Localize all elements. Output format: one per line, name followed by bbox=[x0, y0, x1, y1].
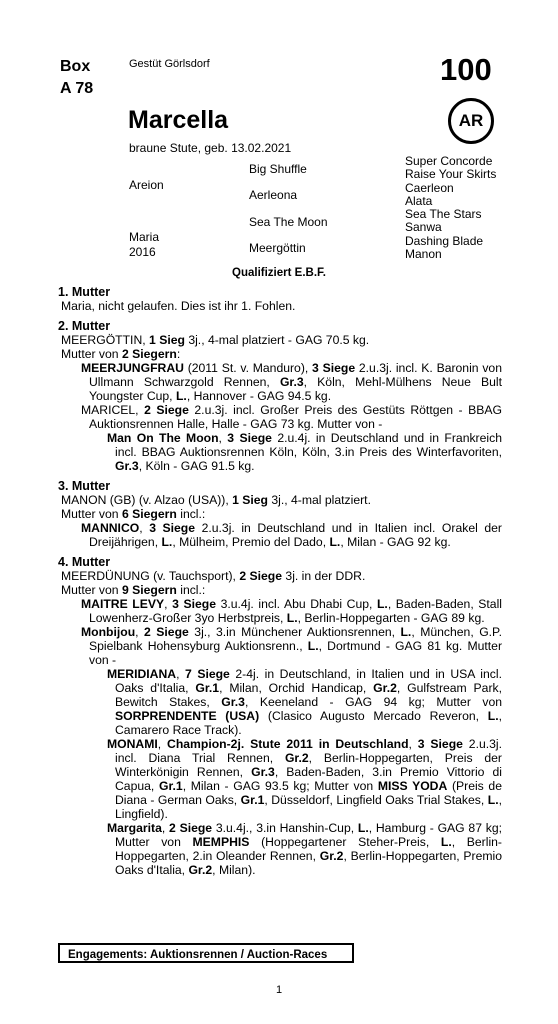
dam-produce-line: Mutter von 9 Siegern incl.: bbox=[61, 583, 206, 597]
pedigree-gen3-item: Sea The Stars bbox=[405, 207, 482, 222]
section-first-dam bbox=[58, 285, 502, 313]
dam-line: MEERGÖTTIN, 1 Sieg 3j., 4-mal platziert - GAG 70.5 kg. bbox=[61, 333, 370, 347]
family-content bbox=[58, 285, 502, 877]
section-second-dam bbox=[58, 319, 502, 473]
section-title: 3. Mutter bbox=[58, 479, 111, 493]
pedigree-gen3-item: Alata bbox=[405, 193, 433, 208]
section-text: Maria, nicht gelaufen. Dies ist ihr 1. Fohlen. bbox=[61, 299, 296, 313]
engagements-box: Engagements: Auktionsrennen / Auction-Races bbox=[58, 943, 354, 963]
section-title: 1. Mutter bbox=[58, 285, 111, 299]
produce-entry: MONAMI, Champion-2j. Stute 2011 in Deutschland, 3 Siege 2.u.3j. incl. Diana Trial Rennen, Gr.2, Berlin-Hoppegarten, Preis der Winterkönigin Rennen, Gr.3, Baden-Baden, 3.in Premio Vittorio di Capua, Gr.1, Milan - GAG 93.5 kg; Mutter von MISS YODA (Preis de Diana - German Oaks, Gr.1, Düsseldorf, Lingfield Oaks Trial Stakes, L., Lingfield). bbox=[107, 737, 502, 821]
pedigree-gen3 bbox=[405, 155, 496, 261]
dam-line: MANON (GB) (v. Alzao (USA)), 1 Sieg 3j., 4-mal platziert. bbox=[61, 493, 371, 507]
pedigree-gen3-item: Super Concorde bbox=[405, 154, 493, 168]
pedigree-gen3-item: Sanwa bbox=[405, 220, 442, 235]
lot-number: 100 bbox=[440, 52, 492, 87]
box-title: Box bbox=[60, 58, 91, 75]
pedigree-gen3-item: Dashing Blade bbox=[405, 233, 484, 248]
ar-badge-text: AR bbox=[458, 111, 484, 130]
horse-name: Marcella bbox=[128, 106, 229, 134]
pedigree-gen2: Big Shuffle bbox=[249, 162, 307, 176]
pedigree-dam: Maria bbox=[129, 230, 160, 244]
produce-entry: Margarita, 2 Siege 3.u.4j., 3.in Hanshin-Cup, L., Hamburg - GAG 87 kg; Mutter von MEMPHIS (Hoppegartener Steher-Preis, L., Berlin-Hoppegarten, 2.in Oleander Rennen, Gr.2, Berlin-Hoppegarten, Premio Oaks d'Italia, Gr.2, Milan). bbox=[107, 821, 502, 877]
pedigree-sire: Areion bbox=[129, 178, 164, 192]
box-label bbox=[60, 56, 93, 100]
qualification: Qualifiziert E.B.F. bbox=[232, 267, 326, 279]
produce-entry: MERIDIANA, 7 Siege 2-4j. in Deutschland, in Italien und in USA incl. Oaks d'Italia, Gr.1, Milan, Orchid Handicap, Gr.2, Gulfstream Park, Bewitch Stakes, Gr.3, Keeneland - GAG 94 kg; Mutter von SORPRENDENTE (USA) (Clasico Augusto Mercado Reveron, L., Camarero Race Track). bbox=[107, 667, 503, 737]
pedigree-gen2: Sea The Moon bbox=[249, 215, 328, 229]
section-fourth-dam bbox=[58, 555, 502, 877]
produce-entry: MAITRE LEVY, 3 Siege 3.u.4j. incl. Abu Dhabi Cup, L., Baden-Baden, Stall Lowenherz-Großer 3yo Herbstpreis, L., Berlin-Hoppegarten - GAG 89 kg. bbox=[81, 597, 502, 625]
pedigree-dam-year: 2016 bbox=[129, 245, 156, 259]
produce-entry: MEERJUNGFRAU (2011 St. v. Manduro), 3 Siege 2.u.3j. incl. K. Baronin von Ullmann Schwarzgold Rennen, Gr.3, Köln, Mehl-Mülhens Neue Bult Youngster Cup, L., Hannover - GAG 94.5 kg. bbox=[81, 361, 502, 403]
section-third-dam bbox=[58, 479, 502, 549]
ar-badge-icon bbox=[448, 98, 494, 144]
produce-entry: MANNICO, 3 Siege 2.u.3j. in Deutschland und in Italien incl. Orakel der Dreijährigen, L., Mülheim, Premio del Dado, L., Milan - GAG 92 kg. bbox=[81, 521, 502, 549]
section-title: 4. Mutter bbox=[58, 555, 111, 569]
pedigree-gen2: Meergöttin bbox=[249, 241, 306, 255]
produce-entry: Monbijou, 2 Siege 3j., 3.in Münchener Auktionsrennen, L., München, G.P. Spielbank Hohensyburg Auktionsrenn., L., Dortmund - GAG 81 kg. Mutter von - bbox=[81, 625, 503, 667]
pedigree-gen3-item: Caerleon bbox=[405, 180, 454, 195]
pedigree-gen3-item: Raise Your Skirts bbox=[405, 167, 497, 182]
section-title: 2. Mutter bbox=[58, 319, 111, 333]
stud-name: Gestüt Görlsdorf bbox=[129, 58, 210, 70]
produce-entry: MARICEL, 2 Siege 2.u.3j. incl. Großer Preis des Gestüts Röttgen - BBAG Auktionsrennen Halle, Halle - GAG 73 kg. Mutter von - bbox=[81, 403, 502, 431]
dam-produce-line: Mutter von 6 Siegern incl.: bbox=[61, 507, 206, 521]
produce-entry: Man On The Moon, 3 Siege 2.u.4j. in Deutschland und in Frankreich incl. BBAG Auktionsrennen Köln, Köln, 3.in Preis des Winterfavoriten, Gr.3, Köln - GAG 91.5 kg. bbox=[107, 431, 502, 473]
pedigree-gen2: Aerleona bbox=[249, 188, 298, 202]
dam-produce-line: Mutter von 2 Siegern: bbox=[61, 347, 181, 361]
pedigree-gen3-item: Manon bbox=[405, 247, 442, 262]
box-number: A 78 bbox=[60, 80, 94, 97]
page-number: 1 bbox=[275, 984, 283, 996]
dam-line: MEERDÜNUNG (v. Tauchsport), 2 Siege 3j. in der DDR. bbox=[61, 569, 366, 583]
horse-description: braune Stute, geb. 13.02.2021 bbox=[129, 141, 292, 155]
